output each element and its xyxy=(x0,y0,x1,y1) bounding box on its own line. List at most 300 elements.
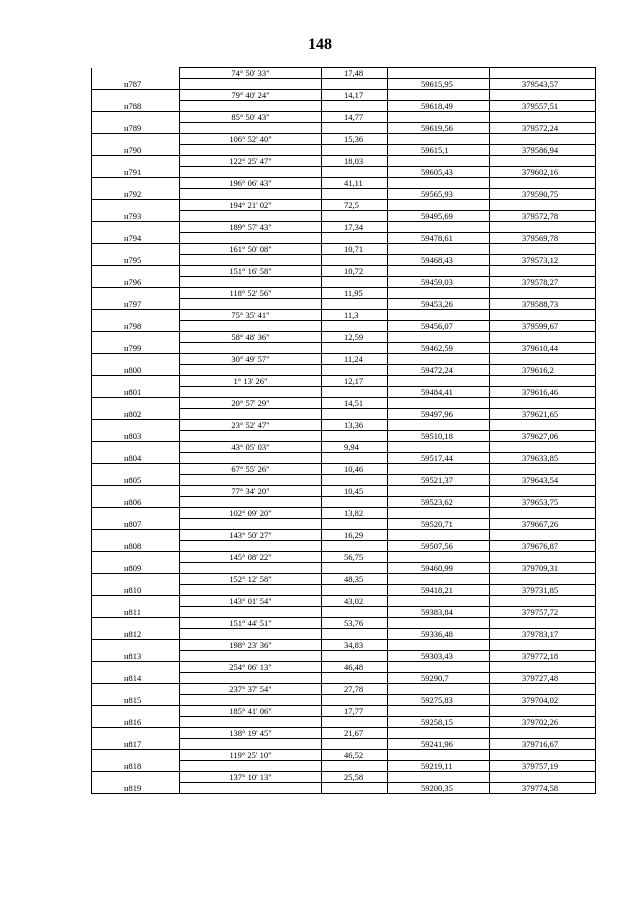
segment-row xyxy=(92,706,596,717)
x-cell-empty xyxy=(388,684,490,695)
y-cell-empty xyxy=(490,398,596,409)
y-cell: 379543,57 xyxy=(490,79,596,90)
angle-cell-empty xyxy=(180,255,322,266)
angle-cell-empty xyxy=(180,607,322,618)
angle-cell-empty xyxy=(180,541,322,552)
angle-cell: 145° 08' 22" xyxy=(180,552,322,563)
distance-cell: 15,36 xyxy=(322,134,388,145)
point-cell: н814 xyxy=(92,673,180,684)
angle-cell: 122° 25' 47" xyxy=(180,156,322,167)
y-cell-empty xyxy=(490,684,596,695)
segment-row xyxy=(92,398,596,409)
point-row xyxy=(92,101,596,112)
angle-cell: 198° 23' 36" xyxy=(180,640,322,651)
distance-cell: 10,71 xyxy=(322,244,388,255)
distance-cell: 13,36 xyxy=(322,420,388,431)
x-cell-empty xyxy=(388,332,490,343)
angle-cell-empty xyxy=(180,321,322,332)
segment-row xyxy=(92,640,596,651)
segment-row xyxy=(92,266,596,277)
x-cell-empty xyxy=(388,156,490,167)
angle-cell: 189° 57' 43" xyxy=(180,222,322,233)
distance-cell-empty xyxy=(322,167,388,178)
angle-cell-empty xyxy=(180,563,322,574)
y-cell-empty xyxy=(490,332,596,343)
x-cell: 59523,62 xyxy=(388,497,490,508)
angle-cell-empty xyxy=(180,299,322,310)
y-cell-empty xyxy=(490,68,596,79)
angle-cell: 79° 40' 24" xyxy=(180,90,322,101)
point-row xyxy=(92,299,596,310)
distance-cell-empty xyxy=(322,431,388,442)
x-cell: 59605,43 xyxy=(388,167,490,178)
angle-cell-empty xyxy=(180,453,322,464)
angle-cell-empty xyxy=(180,343,322,354)
y-cell: 379627,06 xyxy=(490,431,596,442)
distance-cell: 43,02 xyxy=(322,596,388,607)
distance-cell: 10,72 xyxy=(322,266,388,277)
angle-cell: 58° 48' 36" xyxy=(180,332,322,343)
point-cell-empty xyxy=(92,376,180,387)
segment-row xyxy=(92,156,596,167)
segment-row xyxy=(92,684,596,695)
distance-cell-empty xyxy=(322,299,388,310)
point-cell: н799 xyxy=(92,343,180,354)
point-cell-empty xyxy=(92,530,180,541)
point-cell: н813 xyxy=(92,651,180,662)
x-cell: 59565,93 xyxy=(388,189,490,200)
point-cell: н797 xyxy=(92,299,180,310)
y-cell: 379757,72 xyxy=(490,607,596,618)
angle-cell: 20° 57' 29" xyxy=(180,398,322,409)
point-row xyxy=(92,343,596,354)
point-cell: н816 xyxy=(92,717,180,728)
angle-cell: 151° 44' 51" xyxy=(180,618,322,629)
distance-cell: 18,03 xyxy=(322,156,388,167)
segment-row xyxy=(92,530,596,541)
y-cell: 379616,2 xyxy=(490,365,596,376)
distance-cell: 10,46 xyxy=(322,464,388,475)
x-cell: 59453,26 xyxy=(388,299,490,310)
x-cell-empty xyxy=(388,530,490,541)
point-cell: н817 xyxy=(92,739,180,750)
x-cell: 59418,21 xyxy=(388,585,490,596)
x-cell: 59478,61 xyxy=(388,233,490,244)
segment-row xyxy=(92,574,596,585)
point-row xyxy=(92,497,596,508)
point-cell: н809 xyxy=(92,563,180,574)
distance-cell-empty xyxy=(322,497,388,508)
distance-cell-empty xyxy=(322,255,388,266)
x-cell: 59456,07 xyxy=(388,321,490,332)
y-cell-empty xyxy=(490,530,596,541)
x-cell-empty xyxy=(388,420,490,431)
point-cell: н815 xyxy=(92,695,180,706)
y-cell-empty xyxy=(490,662,596,673)
y-cell: 379588,73 xyxy=(490,299,596,310)
point-row xyxy=(92,79,596,90)
segment-row xyxy=(92,244,596,255)
y-cell: 379709,31 xyxy=(490,563,596,574)
point-row xyxy=(92,541,596,552)
point-cell: н807 xyxy=(92,519,180,530)
angle-cell-empty xyxy=(180,211,322,222)
segment-row xyxy=(92,222,596,233)
point-cell-empty xyxy=(92,178,180,189)
distance-cell: 53,76 xyxy=(322,618,388,629)
point-cell-empty xyxy=(92,508,180,519)
angle-cell: 138° 19' 45" xyxy=(180,728,322,739)
y-cell: 379667,26 xyxy=(490,519,596,530)
distance-cell: 13,82 xyxy=(322,508,388,519)
distance-cell-empty xyxy=(322,343,388,354)
distance-cell: 46,52 xyxy=(322,750,388,761)
distance-cell-empty xyxy=(322,387,388,398)
point-cell-empty xyxy=(92,750,180,761)
y-cell-empty xyxy=(490,112,596,123)
angle-cell-empty xyxy=(180,409,322,420)
page-number: 148 xyxy=(308,36,332,53)
point-row xyxy=(92,123,596,134)
distance-cell-empty xyxy=(322,673,388,684)
point-cell: н790 xyxy=(92,145,180,156)
segment-row xyxy=(92,354,596,365)
angle-cell: 30° 49' 57" xyxy=(180,354,322,365)
point-cell-empty xyxy=(92,90,180,101)
distance-cell-empty xyxy=(322,607,388,618)
y-cell-empty xyxy=(490,354,596,365)
point-cell: н802 xyxy=(92,409,180,420)
y-cell: 379572,78 xyxy=(490,211,596,222)
distance-cell-empty xyxy=(322,79,388,90)
point-row xyxy=(92,585,596,596)
angle-cell: 23° 52' 47" xyxy=(180,420,322,431)
x-cell-empty xyxy=(388,486,490,497)
x-cell: 59520,71 xyxy=(388,519,490,530)
distance-cell: 27,78 xyxy=(322,684,388,695)
distance-cell: 11,24 xyxy=(322,354,388,365)
point-cell: н808 xyxy=(92,541,180,552)
distance-cell-empty xyxy=(322,211,388,222)
segment-row xyxy=(92,486,596,497)
y-cell-empty xyxy=(490,508,596,519)
point-cell: н787 xyxy=(92,79,180,90)
distance-cell: 16,29 xyxy=(322,530,388,541)
distance-cell: 11,95 xyxy=(322,288,388,299)
y-cell: 379653,75 xyxy=(490,497,596,508)
point-cell: н800 xyxy=(92,365,180,376)
segment-row xyxy=(92,596,596,607)
angle-cell: 85° 50' 43" xyxy=(180,112,322,123)
point-row xyxy=(92,717,596,728)
point-row xyxy=(92,387,596,398)
x-cell-empty xyxy=(388,442,490,453)
point-cell: н801 xyxy=(92,387,180,398)
angle-cell-empty xyxy=(180,739,322,750)
point-row xyxy=(92,233,596,244)
y-cell: 379572,24 xyxy=(490,123,596,134)
point-cell-empty xyxy=(92,464,180,475)
segment-row xyxy=(92,90,596,101)
y-cell-empty xyxy=(490,376,596,387)
distance-cell: 56,75 xyxy=(322,552,388,563)
segment-row xyxy=(92,772,596,783)
point-cell-empty xyxy=(92,332,180,343)
point-row xyxy=(92,365,596,376)
y-cell: 379633,85 xyxy=(490,453,596,464)
y-cell-empty xyxy=(490,156,596,167)
x-cell: 59462,59 xyxy=(388,343,490,354)
y-cell: 379616,46 xyxy=(490,387,596,398)
x-cell: 59383,84 xyxy=(388,607,490,618)
point-cell-empty xyxy=(92,354,180,365)
distance-cell-empty xyxy=(322,761,388,772)
point-cell-empty xyxy=(92,618,180,629)
point-cell: н818 xyxy=(92,761,180,772)
x-cell: 59507,56 xyxy=(388,541,490,552)
x-cell: 59618,49 xyxy=(388,101,490,112)
point-row xyxy=(92,783,596,794)
y-cell: 379610,44 xyxy=(490,343,596,354)
point-cell-empty xyxy=(92,684,180,695)
point-row xyxy=(92,167,596,178)
point-cell: н794 xyxy=(92,233,180,244)
point-row xyxy=(92,255,596,266)
y-cell-empty xyxy=(490,750,596,761)
point-cell-empty xyxy=(92,772,180,783)
x-cell: 59484,41 xyxy=(388,387,490,398)
y-cell: 379586,94 xyxy=(490,145,596,156)
point-cell-empty xyxy=(92,486,180,497)
x-cell-empty xyxy=(388,288,490,299)
angle-cell-empty xyxy=(180,673,322,684)
y-cell-empty xyxy=(490,464,596,475)
angle-cell: 43° 05' 03" xyxy=(180,442,322,453)
point-cell: н792 xyxy=(92,189,180,200)
distance-cell-empty xyxy=(322,739,388,750)
segment-row xyxy=(92,508,596,519)
point-cell-empty xyxy=(92,706,180,717)
segment-row xyxy=(92,442,596,453)
x-cell: 59615,1 xyxy=(388,145,490,156)
point-row xyxy=(92,409,596,420)
point-cell-empty xyxy=(92,222,180,233)
angle-cell-empty xyxy=(180,431,322,442)
distance-cell: 14,77 xyxy=(322,112,388,123)
point-row xyxy=(92,145,596,156)
point-cell: н810 xyxy=(92,585,180,596)
segment-row xyxy=(92,464,596,475)
x-cell: 59619,56 xyxy=(388,123,490,134)
segment-row xyxy=(92,288,596,299)
y-cell-empty xyxy=(490,596,596,607)
segment-row xyxy=(92,618,596,629)
x-cell-empty xyxy=(388,552,490,563)
angle-cell: 143° 01' 54" xyxy=(180,596,322,607)
distance-cell: 21,67 xyxy=(322,728,388,739)
coordinates-table-body xyxy=(92,68,596,794)
y-cell: 379676,87 xyxy=(490,541,596,552)
point-cell-empty xyxy=(92,398,180,409)
coordinates-table xyxy=(91,67,596,794)
segment-row xyxy=(92,178,596,189)
segment-row xyxy=(92,376,596,387)
y-cell-empty xyxy=(490,728,596,739)
angle-cell-empty xyxy=(180,519,322,530)
y-cell-empty xyxy=(490,90,596,101)
segment-row xyxy=(92,310,596,321)
angle-cell: 143° 50' 27" xyxy=(180,530,322,541)
point-cell: н804 xyxy=(92,453,180,464)
angle-cell-empty xyxy=(180,277,322,288)
angle-cell: 118° 52' 56" xyxy=(180,288,322,299)
x-cell-empty xyxy=(388,354,490,365)
y-cell-empty xyxy=(490,222,596,233)
angle-cell-empty xyxy=(180,695,322,706)
segment-row xyxy=(92,332,596,343)
angle-cell-empty xyxy=(180,717,322,728)
point-cell: н806 xyxy=(92,497,180,508)
point-cell: н788 xyxy=(92,101,180,112)
y-cell-empty xyxy=(490,486,596,497)
x-cell: 59615,95 xyxy=(388,79,490,90)
y-cell-empty xyxy=(490,200,596,211)
point-cell: н795 xyxy=(92,255,180,266)
y-cell: 379783,17 xyxy=(490,629,596,640)
y-cell: 379731,85 xyxy=(490,585,596,596)
x-cell: 59241,96 xyxy=(388,739,490,750)
angle-cell-empty xyxy=(180,629,322,640)
x-cell: 59219,11 xyxy=(388,761,490,772)
distance-cell-empty xyxy=(322,783,388,794)
segment-row xyxy=(92,112,596,123)
distance-cell: 11,3 xyxy=(322,310,388,321)
angle-cell: 75° 35' 41" xyxy=(180,310,322,321)
angle-cell: 194° 21' 02" xyxy=(180,200,322,211)
point-cell-empty xyxy=(92,552,180,563)
distance-cell: 72,5 xyxy=(322,200,388,211)
distance-cell: 17,48 xyxy=(322,68,388,79)
point-cell: н793 xyxy=(92,211,180,222)
point-row xyxy=(92,673,596,684)
x-cell-empty xyxy=(388,178,490,189)
point-cell-empty xyxy=(92,244,180,255)
point-row xyxy=(92,607,596,618)
point-row xyxy=(92,189,596,200)
y-cell-empty xyxy=(490,706,596,717)
angle-cell-empty xyxy=(180,497,322,508)
distance-cell-empty xyxy=(322,277,388,288)
x-cell-empty xyxy=(388,662,490,673)
angle-cell: 74° 50' 33" xyxy=(180,68,322,79)
angle-cell: 151° 16' 58" xyxy=(180,266,322,277)
point-cell-empty xyxy=(92,134,180,145)
x-cell-empty xyxy=(388,90,490,101)
x-cell: 59336,48 xyxy=(388,629,490,640)
point-row xyxy=(92,739,596,750)
point-row xyxy=(92,321,596,332)
distance-cell: 9,94 xyxy=(322,442,388,453)
point-cell: н812 xyxy=(92,629,180,640)
x-cell-empty xyxy=(388,398,490,409)
y-cell: 379557,51 xyxy=(490,101,596,112)
x-cell: 59303,43 xyxy=(388,651,490,662)
point-cell: н796 xyxy=(92,277,180,288)
y-cell-empty xyxy=(490,552,596,563)
point-cell-empty xyxy=(92,288,180,299)
angle-cell: 161° 50' 08" xyxy=(180,244,322,255)
y-cell: 379578,27 xyxy=(490,277,596,288)
y-cell: 379602,16 xyxy=(490,167,596,178)
distance-cell-empty xyxy=(322,365,388,376)
angle-cell: 237° 37' 54" xyxy=(180,684,322,695)
angle-cell: 254° 06' 13" xyxy=(180,662,322,673)
x-cell-empty xyxy=(388,112,490,123)
x-cell: 59472,24 xyxy=(388,365,490,376)
angle-cell-empty xyxy=(180,123,322,134)
angle-cell-empty xyxy=(180,651,322,662)
y-cell-empty xyxy=(490,640,596,651)
distance-cell-empty xyxy=(322,563,388,574)
point-row xyxy=(92,651,596,662)
point-row xyxy=(92,563,596,574)
point-cell-empty xyxy=(92,200,180,211)
y-cell-empty xyxy=(490,442,596,453)
distance-cell: 34,83 xyxy=(322,640,388,651)
point-cell: н798 xyxy=(92,321,180,332)
x-cell: 59460,99 xyxy=(388,563,490,574)
distance-cell: 10,45 xyxy=(322,486,388,497)
point-cell: н805 xyxy=(92,475,180,486)
angle-cell-empty xyxy=(180,189,322,200)
segment-row xyxy=(92,728,596,739)
distance-cell: 41,11 xyxy=(322,178,388,189)
angle-cell-empty xyxy=(180,101,322,112)
distance-cell-empty xyxy=(322,123,388,134)
angle-cell-empty xyxy=(180,145,322,156)
y-cell-empty xyxy=(490,420,596,431)
y-cell-empty xyxy=(490,288,596,299)
angle-cell-empty xyxy=(180,761,322,772)
point-row xyxy=(92,453,596,464)
y-cell-empty xyxy=(490,310,596,321)
x-cell-empty xyxy=(388,200,490,211)
point-cell-empty xyxy=(92,662,180,673)
distance-cell-empty xyxy=(322,101,388,112)
y-cell: 379704,02 xyxy=(490,695,596,706)
segment-row xyxy=(92,134,596,145)
point-cell: н803 xyxy=(92,431,180,442)
angle-cell: 1° 13' 26" xyxy=(180,376,322,387)
point-row xyxy=(92,431,596,442)
segment-row xyxy=(92,68,596,79)
angle-cell: 119° 25' 10" xyxy=(180,750,322,761)
x-cell-empty xyxy=(388,706,490,717)
angle-cell: 152° 12' 58" xyxy=(180,574,322,585)
point-row xyxy=(92,519,596,530)
x-cell-empty xyxy=(388,596,490,607)
angle-cell: 137° 10' 13" xyxy=(180,772,322,783)
angle-cell: 102° 09' 20" xyxy=(180,508,322,519)
point-cell: н791 xyxy=(92,167,180,178)
point-cell-empty xyxy=(92,112,180,123)
y-cell: 379599,67 xyxy=(490,321,596,332)
distance-cell-empty xyxy=(322,519,388,530)
distance-cell: 17,34 xyxy=(322,222,388,233)
y-cell: 379774,58 xyxy=(490,783,596,794)
point-row xyxy=(92,277,596,288)
x-cell: 59521,37 xyxy=(388,475,490,486)
